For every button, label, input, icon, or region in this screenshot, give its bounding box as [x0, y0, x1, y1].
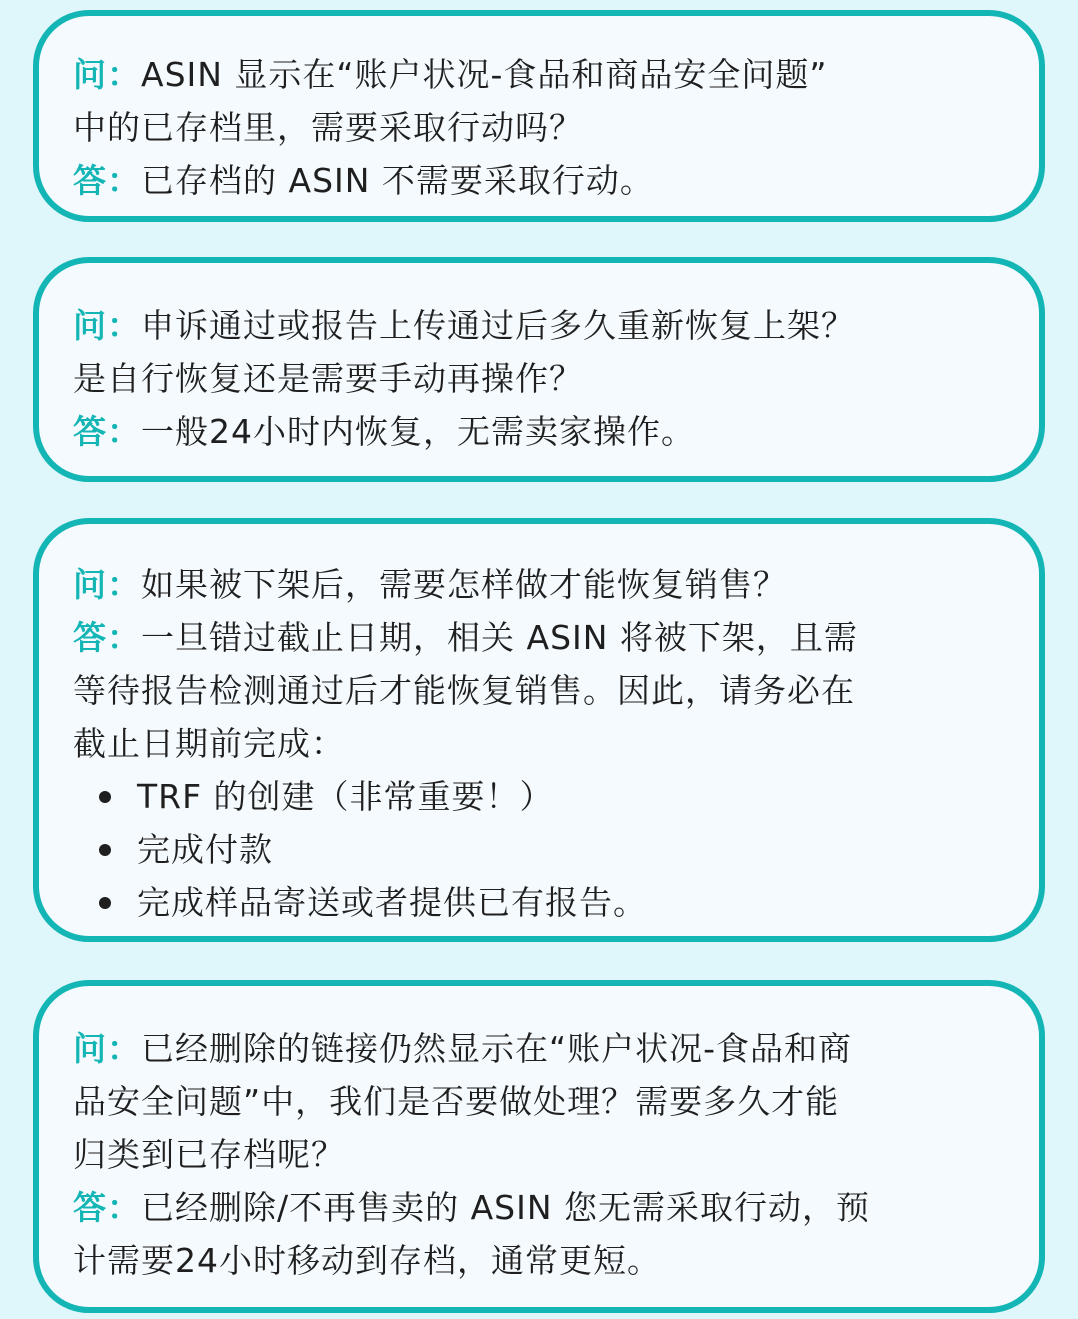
- answer-line: [73, 717, 1009, 770]
- question-label: 问：: [73, 306, 141, 345]
- answer-text: 一旦错过截止日期，相关 ASIN 将被下架，且需: [141, 618, 858, 657]
- answer-line: [73, 1234, 1009, 1287]
- faq-card-3: [33, 518, 1045, 942]
- answer-text: 计需要24小时移动到存档，通常更短。: [73, 1241, 661, 1280]
- question-line: [73, 352, 1009, 405]
- answer-text: 一般24小时内恢复，无需卖家操作。: [141, 412, 695, 451]
- question-text: 是自行恢复还是需要手动再操作？: [73, 359, 583, 398]
- answer-text: 已存档的 ASIN 不需要采取行动。: [141, 161, 654, 200]
- bullet-list: [73, 770, 1009, 929]
- question-line: [73, 558, 1009, 611]
- question-text: 申诉通过或报告上传通过后多久重新恢复上架？: [141, 306, 855, 345]
- bullet-text: TRF 的创建（非常重要！）: [137, 777, 554, 816]
- faq-card-1: [33, 10, 1045, 222]
- answer-line: [73, 664, 1009, 717]
- answer-line: [73, 611, 1009, 664]
- question-line: [73, 1075, 1009, 1128]
- bullet-text: 完成样品寄送或者提供已有报告。: [137, 883, 647, 922]
- answer-label: 答：: [73, 618, 141, 657]
- question-text: 品安全问题”中，我们是否要做处理？需要多久才能: [73, 1082, 840, 1121]
- question-text: 已经删除的链接仍然显示在“账户状况-食品和商: [141, 1029, 853, 1068]
- faq-card-2: [33, 257, 1045, 482]
- bullet-text: 完成付款: [137, 830, 273, 869]
- answer-line: [73, 1181, 1009, 1234]
- bullet-item: [99, 876, 1009, 929]
- bullet-item: [99, 770, 1009, 823]
- question-line: [73, 101, 1009, 154]
- bullet-dot-icon: [99, 897, 111, 909]
- answer-line: [73, 154, 1009, 207]
- bullet-item: [99, 823, 1009, 876]
- answer-label: 答：: [73, 412, 141, 451]
- answer-text: 截止日期前完成：: [73, 724, 345, 763]
- question-label: 问：: [73, 565, 141, 604]
- question-text: 归类到已存档呢？: [73, 1135, 345, 1174]
- bullet-dot-icon: [99, 791, 111, 803]
- question-text: 中的已存档里，需要采取行动吗？: [73, 108, 583, 147]
- question-label: 问：: [73, 1029, 141, 1068]
- question-line: [73, 1022, 1009, 1075]
- question-text: ASIN 显示在“账户状况-食品和商品安全问题”: [141, 55, 828, 94]
- answer-text: 等待报告检测通过后才能恢复销售。因此，请务必在: [73, 671, 855, 710]
- bullet-dot-icon: [99, 844, 111, 856]
- question-text: 如果被下架后，需要怎样做才能恢复销售？: [141, 565, 787, 604]
- answer-line: [73, 405, 1009, 458]
- answer-label: 答：: [73, 1188, 141, 1227]
- question-line: [73, 48, 1009, 101]
- answer-text: 已经删除/不再售卖的 ASIN 您无需采取行动，预: [141, 1188, 871, 1227]
- question-label: 问：: [73, 55, 141, 94]
- answer-label: 答：: [73, 161, 141, 200]
- question-line: [73, 299, 1009, 352]
- question-line: [73, 1128, 1009, 1181]
- faq-card-4: [33, 980, 1045, 1313]
